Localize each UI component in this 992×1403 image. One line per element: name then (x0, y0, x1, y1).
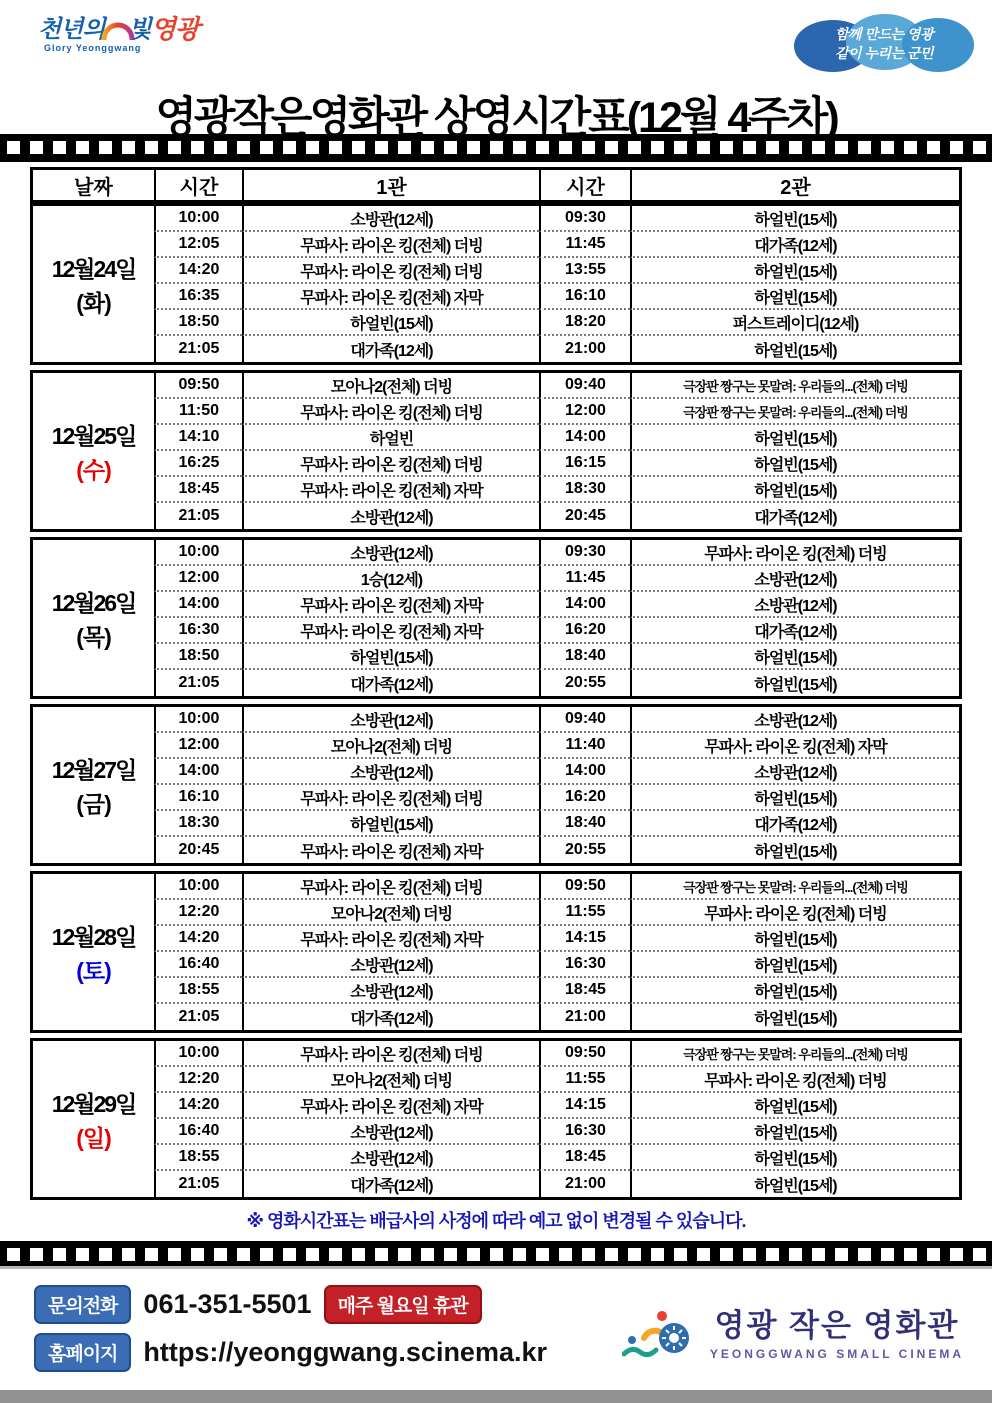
dow-label: (화) (76, 289, 111, 316)
movie-cell: 하얼빈(15세) (630, 1004, 959, 1030)
time-cell: 11:40 (539, 733, 630, 759)
movie-cell: 하얼빈(15세) (630, 477, 959, 503)
time-cell: 21:00 (539, 1171, 630, 1197)
movie-cell: 무파사: 라이온 킹(전체) 더빙 (242, 399, 539, 425)
time-cell: 10:00 (154, 540, 242, 566)
time-cell: 21:05 (154, 336, 242, 362)
contact-info (34, 1285, 547, 1372)
time-cell: 14:20 (154, 926, 242, 952)
date-label: 12월27일 (51, 756, 136, 783)
schedule-blocks (30, 203, 962, 1200)
movie-cell: 무파사: 라이온 킹(전체) 자막 (242, 1093, 539, 1119)
time-cell: 16:30 (539, 1119, 630, 1145)
time-cell: 11:55 (539, 1067, 630, 1093)
time-cell: 16:30 (539, 952, 630, 978)
movie-cell: 무파사: 라이온 킹(전체) 더빙 (630, 1067, 959, 1093)
time-cell: 12:00 (154, 566, 242, 592)
date-cell (33, 1041, 154, 1197)
closed-day-badge: 매주 월요일 휴관 (324, 1285, 482, 1324)
time-cell: 10:00 (154, 1041, 242, 1067)
movie-cell: 무파사: 라이온 킹(전체) 자막 (242, 477, 539, 503)
date-label: 12월24일 (51, 255, 136, 282)
time-cell: 18:45 (539, 978, 630, 1004)
movie-cell: 무파사: 라이온 킹(전체) 자막 (630, 733, 959, 759)
time-cell: 18:30 (154, 811, 242, 837)
movie-cell: 모아나2(전체) 더빙 (242, 733, 539, 759)
time-cell: 16:20 (539, 785, 630, 811)
movie-cell: 소방관(12세) (242, 759, 539, 785)
movie-cell: 대가족(12세) (242, 1171, 539, 1197)
movie-cell: 무파사: 라이온 킹(전체) 자막 (242, 837, 539, 863)
day-block (30, 704, 962, 866)
movie-cell: 소방관(12세) (630, 707, 959, 733)
time-cell: 09:30 (539, 206, 630, 232)
time-cell: 14:15 (539, 926, 630, 952)
page-header (0, 0, 992, 142)
time-cell: 14:00 (154, 759, 242, 785)
homepage-label-badge: 홈페이지 (34, 1333, 131, 1372)
county-slogan-badge (794, 12, 974, 76)
movie-cell: 하얼빈(15세) (242, 811, 539, 837)
movie-cell: 하얼빈(15세) (630, 644, 959, 670)
movie-cell: 하얼빈(15세) (630, 425, 959, 451)
movie-cell: 하얼빈(15세) (630, 336, 959, 362)
time-cell: 18:30 (539, 477, 630, 503)
movie-cell: 소방관(12세) (630, 592, 959, 618)
gov-logo-part1: 천년의 (38, 16, 105, 43)
movie-cell: 극장판 짱구는 못말려: 우리들의...(전체) 더빙 (630, 373, 959, 399)
phone-number: 061-351-5501 (143, 1289, 312, 1319)
dow-label: (일) (76, 1124, 111, 1151)
movie-cell: 무파사: 라이온 킹(전체) 자막 (242, 618, 539, 644)
movie-cell: 극장판 짱구는 못말려: 우리들의...(전체) 더빙 (630, 399, 959, 425)
date-label: 12월26일 (51, 589, 136, 616)
time-cell: 21:00 (539, 336, 630, 362)
movie-cell: 하얼빈(15세) (242, 644, 539, 670)
date-cell (33, 707, 154, 863)
gov-logo-part2: 빛 (128, 16, 151, 43)
movie-cell: 하얼빈(15세) (630, 978, 959, 1004)
time-cell: 18:45 (539, 1145, 630, 1171)
time-cell: 18:40 (539, 811, 630, 837)
time-cell: 16:20 (539, 618, 630, 644)
page-footer (0, 1269, 992, 1372)
time-cell: 09:50 (539, 1041, 630, 1067)
time-cell: 21:05 (154, 1004, 242, 1030)
time-cell: 20:45 (539, 503, 630, 529)
movie-cell: 모아나2(전체) 더빙 (242, 1067, 539, 1093)
dow-label: (목) (76, 623, 111, 650)
movie-cell: 소방관(12세) (242, 978, 539, 1004)
movie-cell: 1승(12세) (242, 566, 539, 592)
time-cell: 18:55 (154, 1145, 242, 1171)
time-cell: 21:00 (539, 1004, 630, 1030)
movie-cell: 하얼빈(15세) (630, 952, 959, 978)
day-block (30, 537, 962, 699)
date-cell (33, 540, 154, 696)
movie-cell: 하얼빈(15세) (630, 1119, 959, 1145)
time-cell: 12:05 (154, 232, 242, 258)
day-block (30, 1038, 962, 1200)
col-header-screen2: 2관 (630, 170, 959, 200)
time-cell: 09:30 (539, 540, 630, 566)
movie-cell: 대가족(12세) (630, 503, 959, 529)
time-cell: 11:45 (539, 232, 630, 258)
time-cell: 09:50 (154, 373, 242, 399)
time-cell: 18:45 (154, 477, 242, 503)
time-cell: 16:35 (154, 284, 242, 310)
slogan-text (794, 12, 974, 76)
movie-cell: 극장판 짱구는 못말려: 우리들의...(전체) 더빙 (630, 874, 959, 900)
movie-cell: 대가족(12세) (242, 336, 539, 362)
bottom-gray-bar (0, 1390, 992, 1403)
time-cell: 20:55 (539, 670, 630, 696)
film-strip-bottom (0, 1241, 992, 1269)
movie-cell: 하얼빈(15세) (630, 785, 959, 811)
phone-label-badge: 문의전화 (34, 1285, 131, 1324)
time-cell: 09:40 (539, 707, 630, 733)
movie-cell: 대가족(12세) (630, 232, 959, 258)
movie-cell: 소방관(12세) (630, 566, 959, 592)
movie-cell: 무파사: 라이온 킹(전체) 자막 (242, 284, 539, 310)
day-block (30, 203, 962, 365)
time-cell: 12:00 (539, 399, 630, 425)
time-cell: 20:55 (539, 837, 630, 863)
time-cell: 16:10 (154, 785, 242, 811)
movie-cell: 하얼빈(15세) (630, 1171, 959, 1197)
time-cell: 10:00 (154, 707, 242, 733)
day-block (30, 370, 962, 532)
gov-logo-subtitle (38, 44, 199, 53)
time-cell: 09:40 (539, 373, 630, 399)
time-cell: 16:15 (539, 451, 630, 477)
movie-cell: 소방관(12세) (242, 206, 539, 232)
time-cell: 18:20 (539, 310, 630, 336)
date-cell (33, 874, 154, 1030)
slogan-line-1: 함께 만드는 영광 (835, 26, 933, 43)
schedule-table (0, 162, 992, 1233)
movie-cell: 하얼빈(15세) (242, 310, 539, 336)
time-cell: 14:20 (154, 1093, 242, 1119)
time-cell: 11:45 (539, 566, 630, 592)
movie-cell: 하얼빈(15세) (630, 1145, 959, 1171)
movie-cell: 무파사: 라이온 킹(전체) 더빙 (630, 540, 959, 566)
gov-logo (38, 16, 199, 53)
movie-cell: 하얼빈(15세) (630, 837, 959, 863)
day-block (30, 871, 962, 1033)
time-cell: 12:20 (154, 1067, 242, 1093)
time-cell: 14:00 (539, 759, 630, 785)
time-cell: 13:55 (539, 258, 630, 284)
movie-cell: 무파사: 라이온 킹(전체) 더빙 (242, 1041, 539, 1067)
movie-cell: 하얼빈 (242, 425, 539, 451)
date-cell (33, 206, 154, 362)
cinema-name-korean: 영광 작은 영화관 (714, 1308, 960, 1343)
time-cell: 10:00 (154, 874, 242, 900)
movie-cell: 무파사: 라이온 킹(전체) 더빙 (242, 258, 539, 284)
cinema-name-english: YEONGGWANG SMALL CINEMA (709, 1347, 964, 1361)
movie-cell: 소방관(12세) (242, 707, 539, 733)
movie-cell: 소방관(12세) (242, 952, 539, 978)
col-header-time-2: 시간 (539, 170, 630, 200)
dow-label: (토) (76, 957, 111, 984)
movie-cell: 무파사: 라이온 킹(전체) 더빙 (242, 785, 539, 811)
movie-cell: 하얼빈(15세) (630, 258, 959, 284)
dow-label: (수) (76, 456, 111, 483)
time-cell: 16:40 (154, 1119, 242, 1145)
col-header-time-1: 시간 (154, 170, 242, 200)
movie-cell: 대가족(12세) (242, 1004, 539, 1030)
movie-cell: 무파사: 라이온 킹(전체) 더빙 (242, 874, 539, 900)
movie-cell: 무파사: 라이온 킹(전체) 자막 (242, 926, 539, 952)
movie-cell: 대가족(12세) (630, 811, 959, 837)
date-label: 12월28일 (51, 923, 136, 950)
homepage-url: https://yeonggwang.scinema.kr (143, 1337, 547, 1367)
time-cell: 12:20 (154, 900, 242, 926)
time-cell: 14:20 (154, 258, 242, 284)
movie-cell: 모아나2(전체) 더빙 (242, 373, 539, 399)
movie-cell: 무파사: 라이온 킹(전체) 더빙 (242, 451, 539, 477)
movie-cell: 하얼빈(15세) (630, 670, 959, 696)
schedule-change-note: ※ 영화시간표는 배급사의 사정에 따라 예고 없이 변경될 수 있습니다. (246, 1211, 746, 1231)
time-cell: 21:05 (154, 670, 242, 696)
cinema-logo (622, 1285, 964, 1372)
movie-cell: 대가족(12세) (242, 670, 539, 696)
time-cell: 21:05 (154, 503, 242, 529)
date-cell (33, 373, 154, 529)
movie-cell: 소방관(12세) (242, 503, 539, 529)
movie-cell: 소방관(12세) (242, 1145, 539, 1171)
movie-cell: 퍼스트레이디(12세) (630, 310, 959, 336)
time-cell: 14:00 (539, 425, 630, 451)
time-cell: 21:05 (154, 1171, 242, 1197)
time-cell: 09:50 (539, 874, 630, 900)
slogan-line-2: 같이 누리는 군민 (835, 45, 933, 61)
cinema-logo-icon (622, 1300, 700, 1362)
movie-cell: 하얼빈(15세) (630, 1093, 959, 1119)
movie-cell: 무파사: 라이온 킹(전체) 더빙 (630, 900, 959, 926)
page-title: 영광작은영화관 상영시간표(12월 4주차) (155, 94, 837, 142)
time-cell: 10:00 (154, 206, 242, 232)
movie-cell: 무파사: 라이온 킹(전체) 자막 (242, 592, 539, 618)
time-cell: 20:45 (154, 837, 242, 863)
movie-cell: 무파사: 라이온 킹(전체) 더빙 (242, 232, 539, 258)
date-label: 12월25일 (51, 422, 136, 449)
time-cell: 14:00 (539, 592, 630, 618)
time-cell: 18:55 (154, 978, 242, 1004)
movie-cell: 모아나2(전체) 더빙 (242, 900, 539, 926)
time-cell: 16:30 (154, 618, 242, 644)
gov-logo-part3: 영광 (150, 14, 199, 44)
time-cell: 11:55 (539, 900, 630, 926)
gov-logo-subtitle-text: Glory Yeonggwang (44, 43, 142, 53)
time-cell: 14:10 (154, 425, 242, 451)
date-label: 12월29일 (51, 1090, 136, 1117)
time-cell: 14:00 (154, 592, 242, 618)
movie-cell: 하얼빈(15세) (630, 926, 959, 952)
time-cell: 16:25 (154, 451, 242, 477)
time-cell: 18:50 (154, 644, 242, 670)
movie-cell: 하얼빈(15세) (630, 206, 959, 232)
col-header-screen1: 1관 (242, 170, 539, 200)
time-cell: 18:40 (539, 644, 630, 670)
time-cell: 11:50 (154, 399, 242, 425)
movie-cell: 하얼빈(15세) (630, 451, 959, 477)
time-cell: 12:00 (154, 733, 242, 759)
movie-cell: 소방관(12세) (242, 540, 539, 566)
col-header-date: 날짜 (74, 176, 113, 199)
time-cell: 14:15 (539, 1093, 630, 1119)
dow-label: (금) (76, 790, 111, 817)
movie-cell: 대가족(12세) (630, 618, 959, 644)
time-cell: 16:40 (154, 952, 242, 978)
movie-cell: 소방관(12세) (630, 759, 959, 785)
movie-cell: 소방관(12세) (242, 1119, 539, 1145)
movie-cell: 극장판 짱구는 못말려: 우리들의...(전체) 더빙 (630, 1041, 959, 1067)
time-cell: 16:10 (539, 284, 630, 310)
table-header-row (30, 167, 962, 203)
movie-cell: 하얼빈(15세) (630, 284, 959, 310)
time-cell: 18:50 (154, 310, 242, 336)
